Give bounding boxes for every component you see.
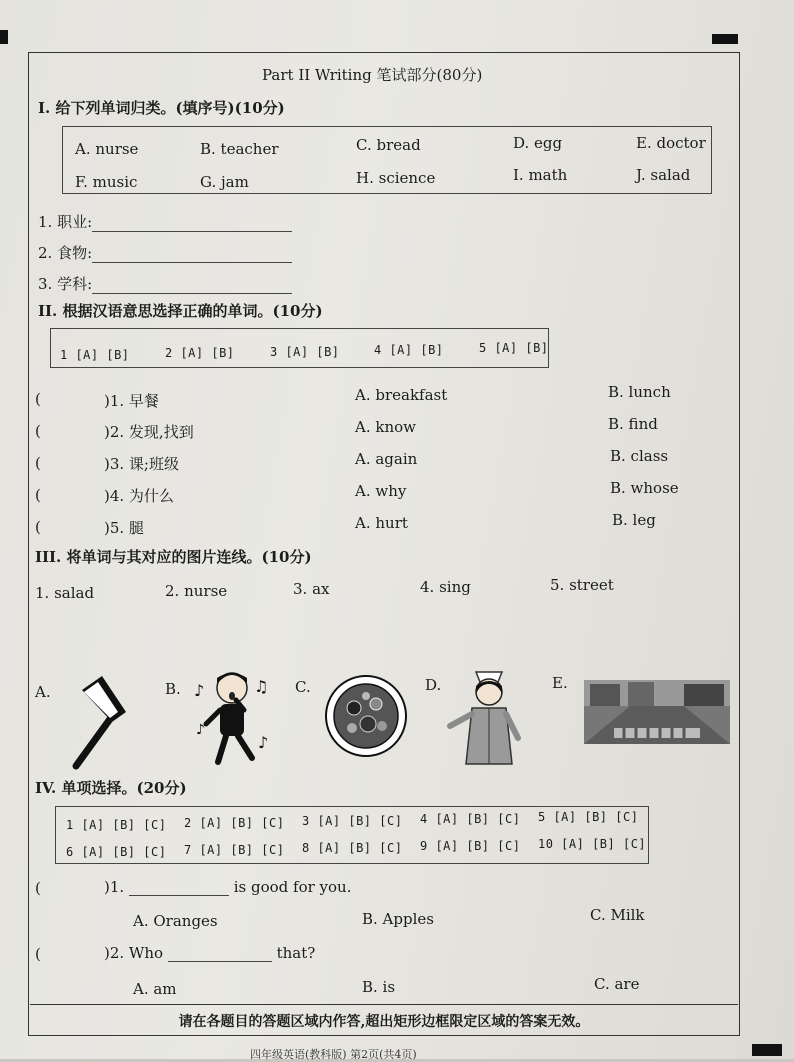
answer-bubble[interactable]: 2 [A] [B] <box>165 346 235 360</box>
nurse-picture <box>446 664 532 768</box>
answer-paren[interactable]: ( <box>35 518 41 536</box>
footer-notice <box>30 1004 738 1035</box>
word-item: F. music <box>75 173 138 191</box>
answer-bubble[interactable]: 2 [A] [B] [C] <box>184 816 285 830</box>
answer-bubble[interactable]: 1 [A] [B] [C] <box>66 818 167 832</box>
answer-blank[interactable] <box>168 961 272 962</box>
section-2-title: II. 根据汉语意思选择正确的单词。(10分) <box>38 302 323 320</box>
axe-picture <box>68 672 130 772</box>
answer-bubble[interactable]: 6 [A] [B] [C] <box>66 845 167 859</box>
option-b: B. class <box>610 447 669 465</box>
answer-bubble[interactable]: 4 [A] [B] <box>374 343 444 357</box>
svg-text:♪: ♪ <box>258 733 269 752</box>
part-title: Part II Writing 笔试部分(80分) <box>262 66 483 84</box>
answer-bubble[interactable]: 9 [A] [B] [C] <box>420 839 521 853</box>
category-label: 3. 学科: <box>38 273 292 294</box>
footer-text: 请在各题目的答题区域内作答,超出矩形边框限定区域的答案无效。 <box>178 1014 590 1030</box>
option-b: B. leg <box>612 511 656 529</box>
option-a: A. hurt <box>355 514 408 532</box>
option-a: A. Oranges <box>133 912 218 930</box>
section-4-title: IV. 单项选择。(20分) <box>35 779 187 797</box>
word-item: J. salad <box>636 166 691 184</box>
street-picture <box>584 680 730 744</box>
option-a: A. breakfast <box>355 386 448 404</box>
word-item: C. bread <box>356 136 421 154</box>
registration-mark <box>752 1044 782 1056</box>
option-b: B. find <box>608 415 658 433</box>
option-c: C. are <box>594 975 640 993</box>
answer-paren[interactable]: ( <box>35 454 41 472</box>
option-b: B. whose <box>610 479 679 497</box>
registration-mark <box>712 34 738 44</box>
word-item: G. jam <box>200 173 249 191</box>
registration-mark <box>0 30 8 44</box>
answer-bubble[interactable]: 5 [A] [B] [C] <box>538 810 639 824</box>
option-b: B. lunch <box>608 383 671 401</box>
word-item: D. egg <box>513 134 563 152</box>
answer-blank[interactable] <box>129 895 229 896</box>
answer-blank[interactable] <box>92 231 292 232</box>
question-text: )2. 发现,找到 <box>104 423 194 441</box>
picture-label: D. <box>425 676 442 694</box>
answer-paren[interactable]: ( <box>35 422 41 440</box>
answer-paren[interactable]: ( <box>35 879 41 897</box>
word-item: A. nurse <box>75 140 139 158</box>
option-a: A. am <box>133 980 177 998</box>
answer-paren[interactable]: ( <box>35 945 41 963</box>
question-text: )1. is good for you. <box>104 878 352 896</box>
option-a: A. again <box>355 450 418 468</box>
word-item: I. math <box>513 166 568 184</box>
answer-bubble[interactable]: 3 [A] [B] <box>270 345 340 359</box>
option-c: C. Milk <box>590 906 645 924</box>
match-word: 3. ax <box>293 580 330 598</box>
answer-bubble[interactable]: 4 [A] [B] [C] <box>420 812 521 826</box>
question-text: )3. 课;班级 <box>104 455 179 473</box>
answer-bubble[interactable]: 5 [A] [B] <box>479 341 549 355</box>
svg-text:♪: ♪ <box>194 681 205 700</box>
word-item: E. doctor <box>636 134 706 152</box>
answer-blank[interactable] <box>92 262 292 263</box>
picture-label: B. <box>165 680 181 698</box>
category-label: 1. 职业: <box>38 211 292 232</box>
picture-label: E. <box>552 674 568 692</box>
question-text: )5. 腿 <box>104 519 144 537</box>
answer-bubble[interactable]: 8 [A] [B] [C] <box>302 841 403 855</box>
picture-label: A. <box>35 683 51 701</box>
match-word: 5. street <box>550 576 614 594</box>
word-item: H. science <box>356 169 436 187</box>
question-text: )2. Who that? <box>104 944 316 962</box>
answer-paren[interactable]: ( <box>35 390 41 408</box>
salad-picture <box>324 674 408 758</box>
category-label: 2. 食物: <box>38 242 292 263</box>
section-1-title: I. 给下列单词归类。(填序号)(10分) <box>38 99 285 117</box>
option-b: B. Apples <box>362 910 434 928</box>
singing-boy-picture <box>192 666 272 770</box>
option-a: A. why <box>355 482 407 500</box>
answer-bubble[interactable]: 10 [A] [B] [C] <box>538 837 647 851</box>
match-word: 2. nurse <box>165 582 228 600</box>
svg-text:♪: ♪ <box>196 722 205 738</box>
match-word: 4. sing <box>420 578 471 596</box>
option-a: A. know <box>355 418 416 436</box>
match-word: 1. salad <box>35 584 95 602</box>
page-number: 四年级英语(教科版) 第2页(共4页) <box>250 1048 417 1061</box>
answer-bubble[interactable]: 7 [A] [B] [C] <box>184 843 285 857</box>
answer-bubble[interactable]: 3 [A] [B] [C] <box>302 814 403 828</box>
word-item: B. teacher <box>200 140 279 158</box>
answer-blank[interactable] <box>92 293 292 294</box>
picture-label: C. <box>295 678 311 696</box>
question-text: )4. 为什么 <box>104 487 174 505</box>
answer-paren[interactable]: ( <box>35 486 41 504</box>
option-b: B. is <box>362 978 396 996</box>
section-3-title: III. 将单词与其对应的图片连线。(10分) <box>35 548 312 566</box>
answer-bubble[interactable]: 1 [A] [B] <box>60 348 130 362</box>
question-text: )1. 早餐 <box>104 392 159 410</box>
svg-text:♫: ♫ <box>254 677 269 696</box>
